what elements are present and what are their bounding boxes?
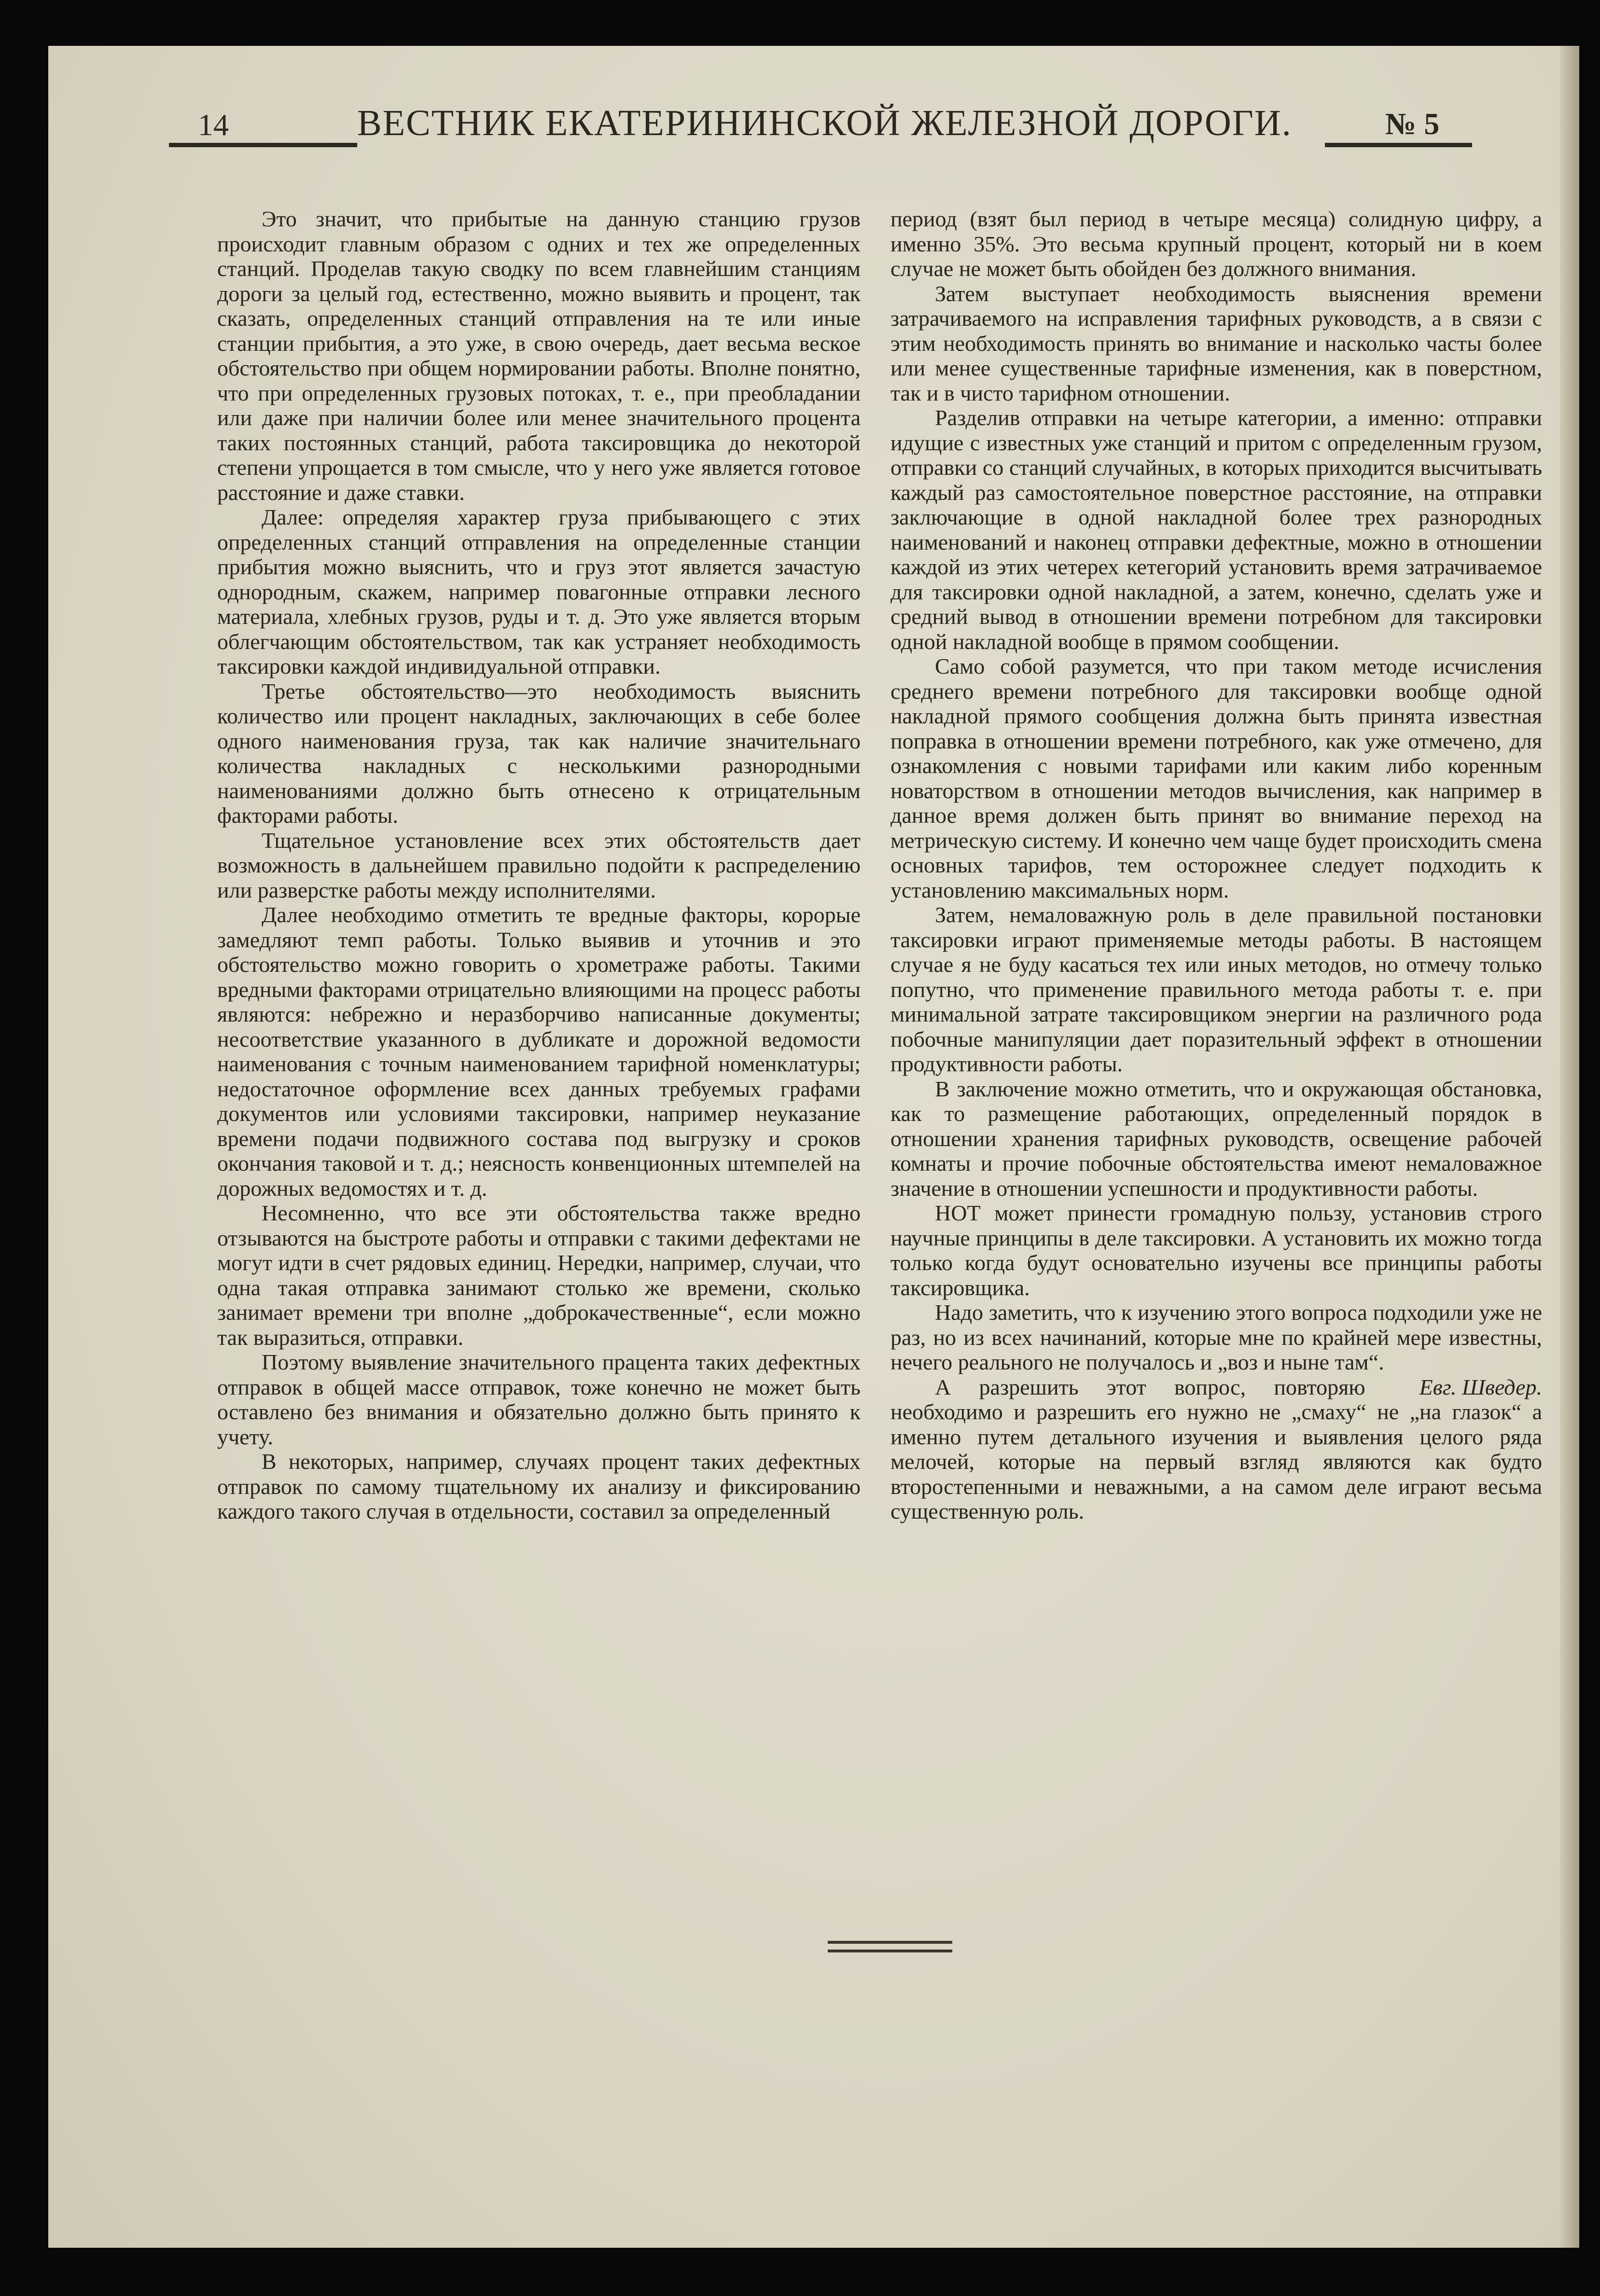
paragraph: Третье обстоятельство—это необходимость выяснить количество или процент накладных, заключающих в себе более одного наименования груза, так как наличие значительнаго количества накладных с несколькими разнородными наименованиями должно быть отнесено к отрицательным факторами работы. [217,678,861,828]
right-column [890,207,1542,1524]
header-rule-right [1325,143,1472,147]
paragraph: В заключение можно отметить, что и окружающая обстановка, как то размещение работающих, определенный порядок в отношении хранения тарифных руководств, освещение рабочей комнаты и прочие побочные обстоятельства имеют немаловажное значение в отношении успешности и продуктивности работы. [890,1076,1542,1201]
issue-number: № 5 [1385,107,1440,141]
page-header [0,0,1600,193]
paragraph: Само собой разумется, что при таком методе исчисления среднего времени потребного для таксировки вообще одной накладной прямого сообщения должна быть принята известная поправка в отношении времени потребного, как уже отмечено, для ознакомления с новыми тарифами или каким либо коренным новаторством в отношении методов вычисления, как например в данное время должен быть принят во внимание переход на метрическую систему. И конечно чем чаще будет происходить смена основных тарифов, тем осторожнее следует подходить к установлению максимальных норм. [890,654,1542,902]
paragraph: Затем, немаловажную роль в деле правильной постановки таксировки играют применяемые методы работы. В настоящем случае я не буду касаться тех или иных методов, но отмечу только попутно, что применение правильного метода работы т. е. при минимальной затрате таксировщиком энергии на различного рода побочные манипуляции дает поразительный эффект в отношении продуктивности работы. [890,902,1542,1076]
end-rule-bottom [828,1950,952,1952]
paragraph: Тщательное установление всех этих обстоятельств дает возможность в дальнейшем правильно подойти к распределению или разверстке работы между исполнителями. [217,828,861,902]
paragraph-text: А разрешить этот вопрос, повторяю необходимо и разрешить его нужно не „смаху“ не „на глазок“ а именно путем детального изучения и выявления целого ряда мелочей, которые на первый взгляд являются как будто второстепенными и неважными, а на самом деле играют весьма существенную роль. [890,1374,1542,1523]
header-rule-left [169,143,357,147]
paragraph: Затем выступает необходимость выяснения времени затрачиваемого на исправления тарифных руководств, а в связи с этим необходимость принять во внимание и насколько часты более или менее существенные тарифные изменения, как в поверстном, так и в чисто тарифном отношении. [890,281,1542,405]
paragraph: Далее: определяя характер груза прибывающего с этих определенных станций отправления на определенные станции прибытия можно выяснить, что и груз этот является зачастую однородным, скажем, например повагонные отправки лесного материала, хлебных грузов, руды и т. д. Это уже является вторым облегчающим обстоятельством, так как устраняет необходимость таксировки каждой индивидуальной отправки. [217,505,861,678]
left-column [217,207,861,1524]
paragraph: Надо заметить, что к изучению этого вопроса подходили уже не раз, но из всех начинаний, которые мне по крайней мере известны, нечего реального не получалось и „воз и ныне там“. [890,1300,1542,1374]
paragraph: Поэтому выявление значительного працента таких дефектных отправок в общей массе отправок, тоже конечно не может быть оставлено без внимания и обязательно должно быть принято к учету. [217,1350,861,1449]
paragraph: Несомненно, что все эти обстоятельства также вредно отзываются на быстроте работы и отправки с такими дефектами не могут идти в счет рядовых единиц. Нередки, например, случаи, что одна такая отправка занимают столько же времени, сколько занимает времени три вполне „доброкачественные“, если можно так выразиться, отправки. [217,1201,861,1350]
paragraph: Разделив отправки на четыре категории, а именно: отправки идущие с известных уже станций и притом с определенным грузом, отправки со станций случайных, в которых приходится высчитывать каждый раз самостоятельное поверстное расстояние, на отправки заключающие в одной накладной более трех разнородных наименований и наконец отправки дефектные, можно в отношении каждой из этих четерех кетегорий установить время затрачиваемое для таксировки одной накладной, а затем, конечно, сделать уже и средний вывод в отношении времени потребном для таксировки одной накладной вообще в прямом сообщении. [890,405,1542,654]
paragraph: Это значит, что прибытые на данную станцию грузов происходит главным образом с одних и тех же определенных станций. Проделав такую сводку по всем главнейшим станциям дороги за целый год, естественно, можно выявить и процент, так сказать, определенных станций отправления на те или иные станции прибытия, а это уже, в свою очередь, дает весьма веское обстоятельство при общем нормировании работы. Вполне понятно, что при определенных грузовых потоках, т. е., при преобладании или даже при наличии более или менее значительного процента таких постоянных станций, работа таксировщика до некоторой степени упрощается в том смысле, что у него уже является готовое расстояние и даже ставки. [217,207,861,505]
page-number: 14 [198,108,229,142]
paragraph: период (взят был период в четыре месяца) солидную цифру, а именно 35%. Это весьма крупный процент, который ни в коем случае не может быть обойден без должного внимания. [890,207,1542,281]
page-spine-shadow [1560,46,1579,2248]
journal-title: ВЕСТНИК ЕКАТЕРИНИНСКОЙ ЖЕЛЕЗНОЙ ДОРОГИ. [357,103,1292,143]
paragraph: В некоторых, например, случаях процент таких дефектных отправок по самому тщательному их анализу и фиксированию каждого такого случая в отдельности, составил за определенный [217,1449,861,1523]
author-signature: Евг. Шведер. [1419,1374,1542,1399]
paragraph [890,1375,1542,1524]
end-rule-top [828,1941,952,1944]
paragraph: Далее необходимо отметить те вредные факторы, корорые замедляют темп работы. Только выявив и уточнив и это обстоятельство можно говорить о хрометраже работы. Такими вредными факторами отрицательно влияющими на процесс работы являются: небрежно и неразборчиво написанные документы; несоответствие указанного в дубликате и дорожной ведомости наименования с точным наименованием тарифной номенклатуры; недостаточное оформление всех данных требуемых графами документов или условиями таксировки, например неуказание времени подачи подвижного состава под выгрузку и сроков окончания таковой и т. д.; неясность конвенционных штемпелей на дорожных ведомостях и т. д. [217,902,861,1201]
paragraph: НОТ может принести громадную пользу, установив строго научные принципы в деле таксировки. А установить их можно тогда только когда будут основательно изучены все принципы работы таксировщика. [890,1201,1542,1300]
